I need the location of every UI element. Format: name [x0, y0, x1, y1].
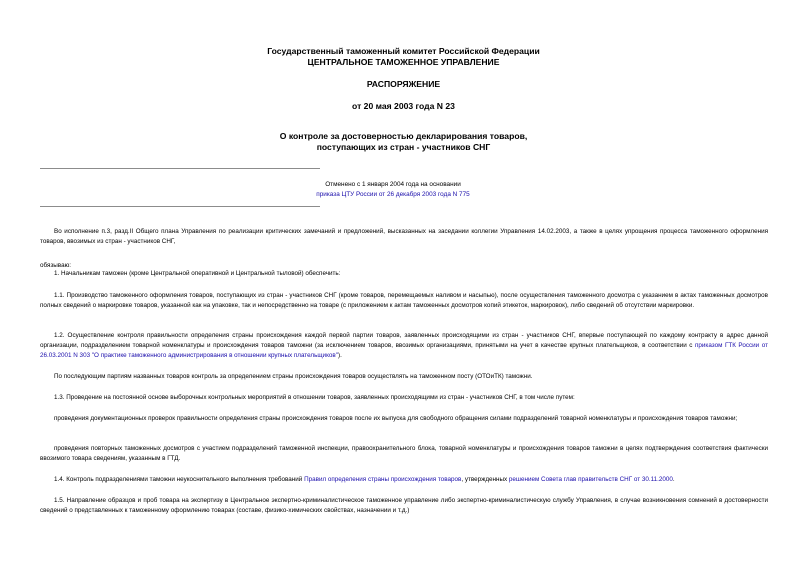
paragraph-1-4 — [40, 475, 768, 485]
cis-decision-link[interactable]: решением Совета глав правительств СНГ от 30.11.2000 — [508, 476, 673, 483]
paragraph-obligate: обязываю: — [40, 262, 72, 269]
paragraph-doc-checks: проведения документационных проверок правильности определения страны происхождения товаров после их выпуска для свободного обращения силами подразделений товарной номенклатуры и происхождения товаров таможни; — [54, 415, 738, 422]
cancellation-link-wrap — [300, 190, 486, 200]
committee-name: Государственный таможенный комитет Российской Федерации — [267, 46, 540, 56]
paragraph-1-4-mid: , утвержденных — [461, 476, 509, 483]
paragraph-1-4-end: . — [672, 476, 675, 483]
order-303-link[interactable]: приказом ГТК России от 26.03.2001 N 303 "О практике таможенного администрирования в отношении крупных плательщиков" — [40, 342, 768, 359]
paragraph-1-2 — [40, 331, 768, 361]
paragraph-1-3: 1.3. Проведение на постоянной основе выборочных контрольных мероприятий в отношении товаров, заявленных происходящими из стран - участников СНГ, в том числе путем: — [54, 394, 575, 401]
cancellation-note: Отменено с 1 января 2004 года на основании — [325, 181, 461, 188]
paragraph-reinspection: проведения повторных таможенных досмотров с участием подразделений таможенной инспекции, правоохранительного блока, товарной номенклатуры и происхождения товаров таможни в целях подтверждения соответствия фактически ввозимого товара сведениям, указанным в ГТД. — [40, 445, 768, 462]
document-type: РАСПОРЯЖЕНИЕ — [366, 79, 441, 89]
paragraph-1-4-text: 1.4. Контроль подразделениями таможни неукоснительного выполнения требований — [54, 476, 305, 483]
paragraph-1-2-end: ). — [337, 352, 342, 359]
paragraph-1-1: 1.1. Производство таможенного оформления товаров, поступающих из стран - участников СНГ (кроме товаров, перемещаемых наливом и насыпью), после осуществления таможенного досмотра с указанием в актах таможенных досмотров полных сведений о маркировке товаров, указанной как на упаковке, так и непосредственно на товаре (с приложением к актам таможенных досмотров копий этикеток, маркировок), либо сведений об отсутствии маркировки. — [40, 292, 768, 309]
paragraph-1-5: 1.5. Направление образцов и проб товара на экспертизу в Центральное экспертно-криминалистическое таможенное управление либо экспертно-криминалистическую службу Управления, в случае возникновения сомнений в достоверности сведений о представленных к таможенному оформлению товарах (составе, физико-химических свойствах, назначении и т.д.) — [40, 497, 768, 514]
divider-bottom — [40, 206, 320, 207]
paragraph-1: 1. Начальникам таможен (кроме Центральной оперативной и Центральной тыловой) обеспечить: — [54, 270, 341, 277]
document-title-line1: О контроле за достоверностью декларирования товаров, — [279, 131, 528, 141]
document-title-line2: поступающих из стран - участников СНГ — [316, 142, 491, 152]
origin-rules-link[interactable]: Правил определения страны происхождения товаров — [304, 476, 462, 483]
document-date-number: от 20 мая 2003 года N 23 — [352, 101, 455, 111]
department-name: ЦЕНТРАЛЬНОЕ ТАМОЖЕННОЕ УПРАВЛЕНИЕ — [307, 57, 500, 67]
paragraph-1-2-text: 1.2. Осуществление контроля правильности определения страны происхождения каждой первой партии товаров, заявленных происходящими из стран - участников СНГ, впервые поступающей по каждому контракту в адрес данной организации, подразделением товарной номенклатуры и происхождения товаров таможни (за исключением товаров, ввозимых организациями, принятыми на учет в качестве крупных плательщиков, в соответствии с — [40, 332, 768, 349]
cancellation-link[interactable]: приказа ЦТУ России от 26 декабря 2003 года N 775 — [316, 191, 470, 198]
paragraph-preamble: Во исполнение п.3, разд.II Общего плана Управления по реализации критических замечаний и предложений, высказанных на заседании коллегии Управления 14.02.2003, а также в целях упрощения процесса таможенного оформления товаров, ввозимых из стран - участников СНГ, — [40, 228, 768, 245]
paragraph-subsequent: По последующим партиям названных товаров контроль за определением страны происхождения товаров осуществлять на таможенном посту (ОТОиТК) таможни. — [54, 373, 533, 380]
divider-top — [40, 168, 320, 169]
